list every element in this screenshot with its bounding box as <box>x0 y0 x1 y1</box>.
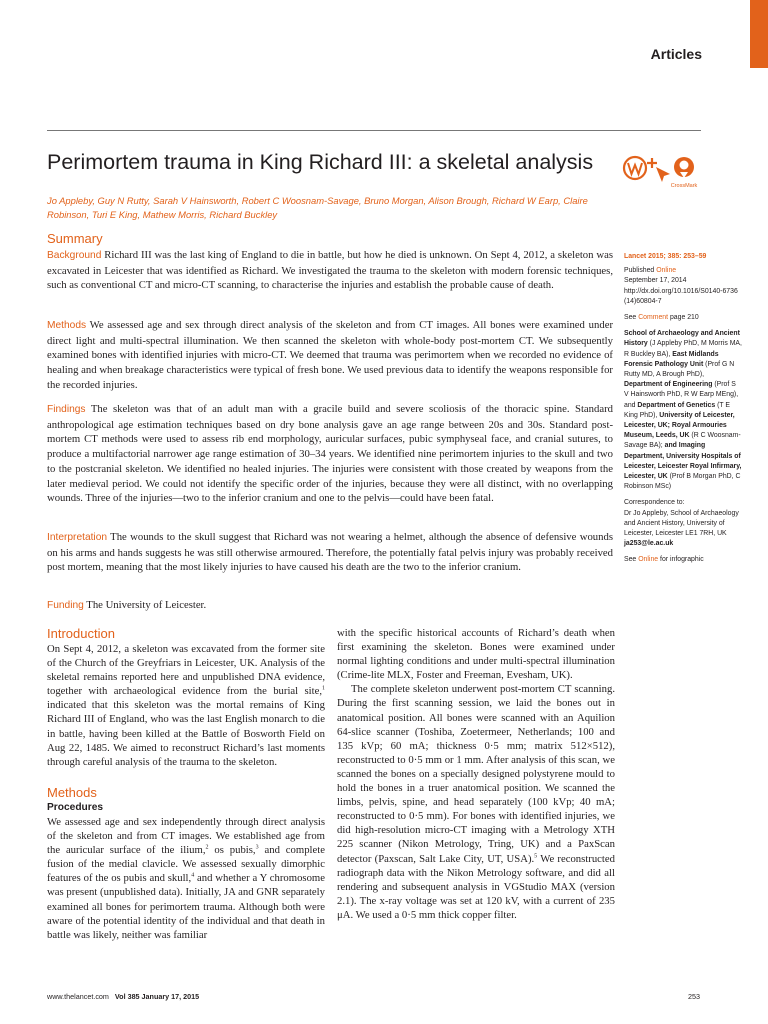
affiliation-part: East Midlands Forensic Pathology Unit <box>624 350 719 368</box>
methods-text-2: os pubis, <box>208 844 256 857</box>
methods-text-1: We assessed age and sex independently through direct analysis of the skeleton and from CT images. We established age from the auricular surface of the ilium, <box>47 815 325 857</box>
abstract-background-label: Background <box>47 250 102 261</box>
header-divider <box>47 130 701 131</box>
abstract-interpretation <box>47 530 613 575</box>
affiliation-part: (J Appleby PhD, M Morris MA, R Buckley BA), <box>624 340 742 358</box>
cursor-icon <box>656 167 670 182</box>
see-suffix: page 210 <box>668 314 699 322</box>
correspondence-address: Dr Jo Appleby, School of Archaeology and Ancient History, University of Leicester, Leicester LE1 7RH, UK <box>624 509 739 538</box>
methods-text-4: and whether a Y chromosome was present (unpublished data). Initially, JA and GNR separately examined all bones for perimortem trauma. Although both were aware of the potential identity of the individual and that death in battle was likely, neither was familiar <box>47 872 325 941</box>
footer-volume: Vol 385 January 17, 2015 <box>114 992 200 1001</box>
affiliation-part: (T E King PhD), <box>624 401 730 419</box>
abstract-methods <box>47 318 613 393</box>
page-number: 253 <box>688 992 700 1001</box>
abstract-funding-text: The University of Leicester. <box>83 599 207 611</box>
abstract-findings-text: The skeleton was that of an adult man with a gracile build and severe scoliosis of the thoracic spine. Standard anthropological age estimation techniques based on dry bone analysis gave an age range between 20s and 30s. Standard post-mortem CT methods were used to assess rib end morphology, auricular surfaces, pubic symphyseal face, and cranial sutures, to produce a multifactorial narrower age range estimation of 30–34 years. We identified nine perimortem injuries to the skull and two to the postcranial skeleton. We identified no healed injuries. The injuries were consistent with those created by weapons from the later medieval period. We could not identify the specific order of the injuries, because they were all distinct, with no overlapping wounds. Three of the injuries—two to the inferior cranium and one to the pelvis—could have been fatal. <box>47 403 613 505</box>
affiliation-part: Department of Engineering <box>624 381 713 389</box>
right-paragraph-2 <box>337 682 615 922</box>
abstract-methods-label: Methods <box>47 320 87 331</box>
affiliation-part: (Prof B Morgan PhD, C Robinson MSc) <box>624 473 741 491</box>
see-prefix: See <box>624 314 639 322</box>
affiliation-part: and Imaging Department, University Hospitals of Leicester, Leicester Royal Infirmary, Leicester, UK <box>624 442 742 481</box>
abstract-funding-label: Funding <box>47 600 84 611</box>
abstract-background-text: Richard III was the last king of England to die in battle, but how he died is unknown. On Sept 4, 2012, a skeleton was excavated in Leicester that was identified as Richard. We investigated the trauma to the skeleton with modern forensic techniques, such as conventional CT and micro-CT scanning, to characterise the injuries and establish the probable cause of death. <box>47 249 613 292</box>
free-access-icon[interactable] <box>624 157 646 179</box>
affiliation-part: University of Leicester, Leicester, UK; Royal Armouries Museum, Leeds, UK <box>624 411 735 440</box>
methods-text-3: and complete fusion of the medial clavicle. We assessed sexually dimorphic features of the os pubis and skull, <box>47 844 325 885</box>
abstract-interpretation-text: The wounds to the skull suggest that Richard was not wearing a helmet, although the absence of defensive wounds on his arms and hands suggests he was still otherwise armoured. Therefore, the potentially fatal pelvis injury was probably received post mortem, meaning that the most likely injuries to have caused his death are the two to the inferior cranium. <box>47 531 613 574</box>
article-badges <box>622 152 700 192</box>
article-title: Perimortem trauma in King Richard III: a skeletal analysis <box>47 150 594 174</box>
methods-paragraph <box>47 815 325 942</box>
comment-reference <box>624 313 742 323</box>
publication-info <box>624 266 742 307</box>
published-prefix: Published <box>624 267 657 275</box>
affiliation-part: Department of Genetics <box>637 401 716 409</box>
body-column-left <box>47 626 325 942</box>
crossmark-icon[interactable] <box>671 157 698 189</box>
reference-marker[interactable]: 5 <box>534 852 538 859</box>
summary-heading: Summary <box>47 231 103 246</box>
reference-marker[interactable]: 3 <box>255 844 259 851</box>
procedures-heading: Procedures <box>47 801 104 813</box>
abstract-background <box>47 248 613 293</box>
published-date: September 17, 2014 <box>624 277 687 285</box>
author-list: Jo Appleby, Guy N Rutty, Sarah V Hainsworth, Robert C Woosnam-Savage, Bruno Morgan, Alison Brough, Richard W Earp, Claire Robinson, Turi E King, Mathew Morris, Richard Buckley <box>47 195 588 220</box>
plus-icon <box>647 158 657 168</box>
abstract-methods-text: We assessed age and sex through direct analysis of the skeleton and from CT images. All bones were examined under direct light and multi-spectral illumination. We then scanned the skeleton with whole-body post-mortem CT. We subsequently examined bones with identified injuries with micro-CT. We deemed that trauma was perimortem when we recorded no evidence of healing and when breakage characteristics were typical of fresh bone. We used previous data to identify the weapons responsible for the recorded injuries. <box>47 319 613 391</box>
reference-marker[interactable]: 2 <box>205 844 209 851</box>
correspondence <box>624 498 742 549</box>
see2-prefix: See <box>624 556 639 564</box>
correspondence-email[interactable]: ja253@le.ac.uk <box>624 540 674 548</box>
badges-svg <box>622 152 700 192</box>
right-text-1: The complete skeleton underwent post-mortem CT scanning. During the first scanning session, we laid the bones out in anatomical position. All bones were scanned with an Aquilion 64-slice scanner (Toshiba, Zoetermeer, Netherlands; 100 and 135 kVp; 60 mA; thickness 0·5 mm; matrix 512×512), reconstructed to 0·5 mm or 1 mm. After analysis of this scan, we scanned the bones on a specially designed polystyrene mould to hold the bones in a truer anatomical position. We scanned the limbs, pelvis, spine, and head separately (100 kVp; 40 mA; reconstructed to 0·5 mm). For bones with identified injuries, we did high-resolution micro-CT imaging with a Metrology XTH 225 scanner (Nikon Metrology, Tring, UK) and a PaxScan detector (Paxscan, Salt Lake City, UT, USA). <box>337 683 615 865</box>
abstract-funding <box>47 598 613 614</box>
methods-heading: Methods <box>47 784 97 800</box>
right-text-2: We reconstructed radiograph data with the Nikon Metrology software, and did all rendering and subsequent analysis in VGStudio MAX (version 2.1). The x-ray voltage was set at 120 kV, with a current of 235 μA. We used a 0·5 mm thick copper filter. <box>337 852 615 921</box>
citation: Lancet 2015; 385: 253–59 <box>624 253 707 260</box>
abstract-findings-label: Findings <box>47 404 86 415</box>
crossmark-label: CrossMark <box>670 183 698 189</box>
affiliation-part: (Prof G N Rutty MD, A Brough PhD), <box>624 360 735 379</box>
section-label: Articles <box>650 46 702 62</box>
intro-text-2: indicated that this skeleton was the mortal remains of King Richard III of England, who was the last English monarch to die in battle, having been killed at the Battle of Bosworth Field on Aug 22, 1485. We aimed to reconstruct Richard’s last moments through careful analysis of the trauma to the skeleton. <box>47 699 325 768</box>
article-sidebar <box>624 252 742 572</box>
correspondence-label: Correspondence to: <box>624 499 685 507</box>
doi-link[interactable]: http://dx.doi.org/10.1016/S0140-6736(14)60804-7 <box>624 287 738 305</box>
affiliations <box>624 329 742 492</box>
affiliation-part: (R C Woosnam-Savage BA); <box>624 432 741 450</box>
affiliation-part: School of Archaeology and Ancient History <box>624 330 740 348</box>
body-column-right <box>337 626 615 922</box>
infographic-reference <box>624 555 742 565</box>
comment-link[interactable]: Comment <box>638 314 669 322</box>
abstract-interpretation-label: Interpretation <box>47 532 108 543</box>
see2-suffix: for infographic <box>658 556 704 564</box>
published-online-link[interactable]: Online <box>656 267 677 275</box>
section-tab-marker <box>750 0 768 68</box>
introduction-heading: Introduction <box>47 626 115 641</box>
infographic-link[interactable]: Online <box>638 556 659 564</box>
reference-marker[interactable]: 1 <box>322 685 325 692</box>
introduction-paragraph <box>47 642 325 769</box>
abstract-findings <box>47 402 613 506</box>
footer-left <box>47 992 199 1001</box>
affiliation-part: (Prof S V Hainsworth PhD, R W Earp MEng), and <box>624 381 739 409</box>
intro-text-1: On Sept 4, 2012, a skeleton was excavated from the former site of the Church of the Greyfriars in Leicester, UK. Analysis of the skeletal remains reported here and unpublished DNA evidence, together with archaeological evidence from the burial site, <box>47 643 325 698</box>
footer-site[interactable]: www.thelancet.com <box>47 992 109 1001</box>
reference-marker[interactable]: 4 <box>191 872 195 879</box>
right-paragraph-1: with the specific historical accounts of Richard’s death when first examining the skeleton. Bones were examined under normal lighting conditions and under multi-spectral illumination (Crime-lite MLX, Foster and Freeman, Evesham, UK). <box>337 627 615 682</box>
